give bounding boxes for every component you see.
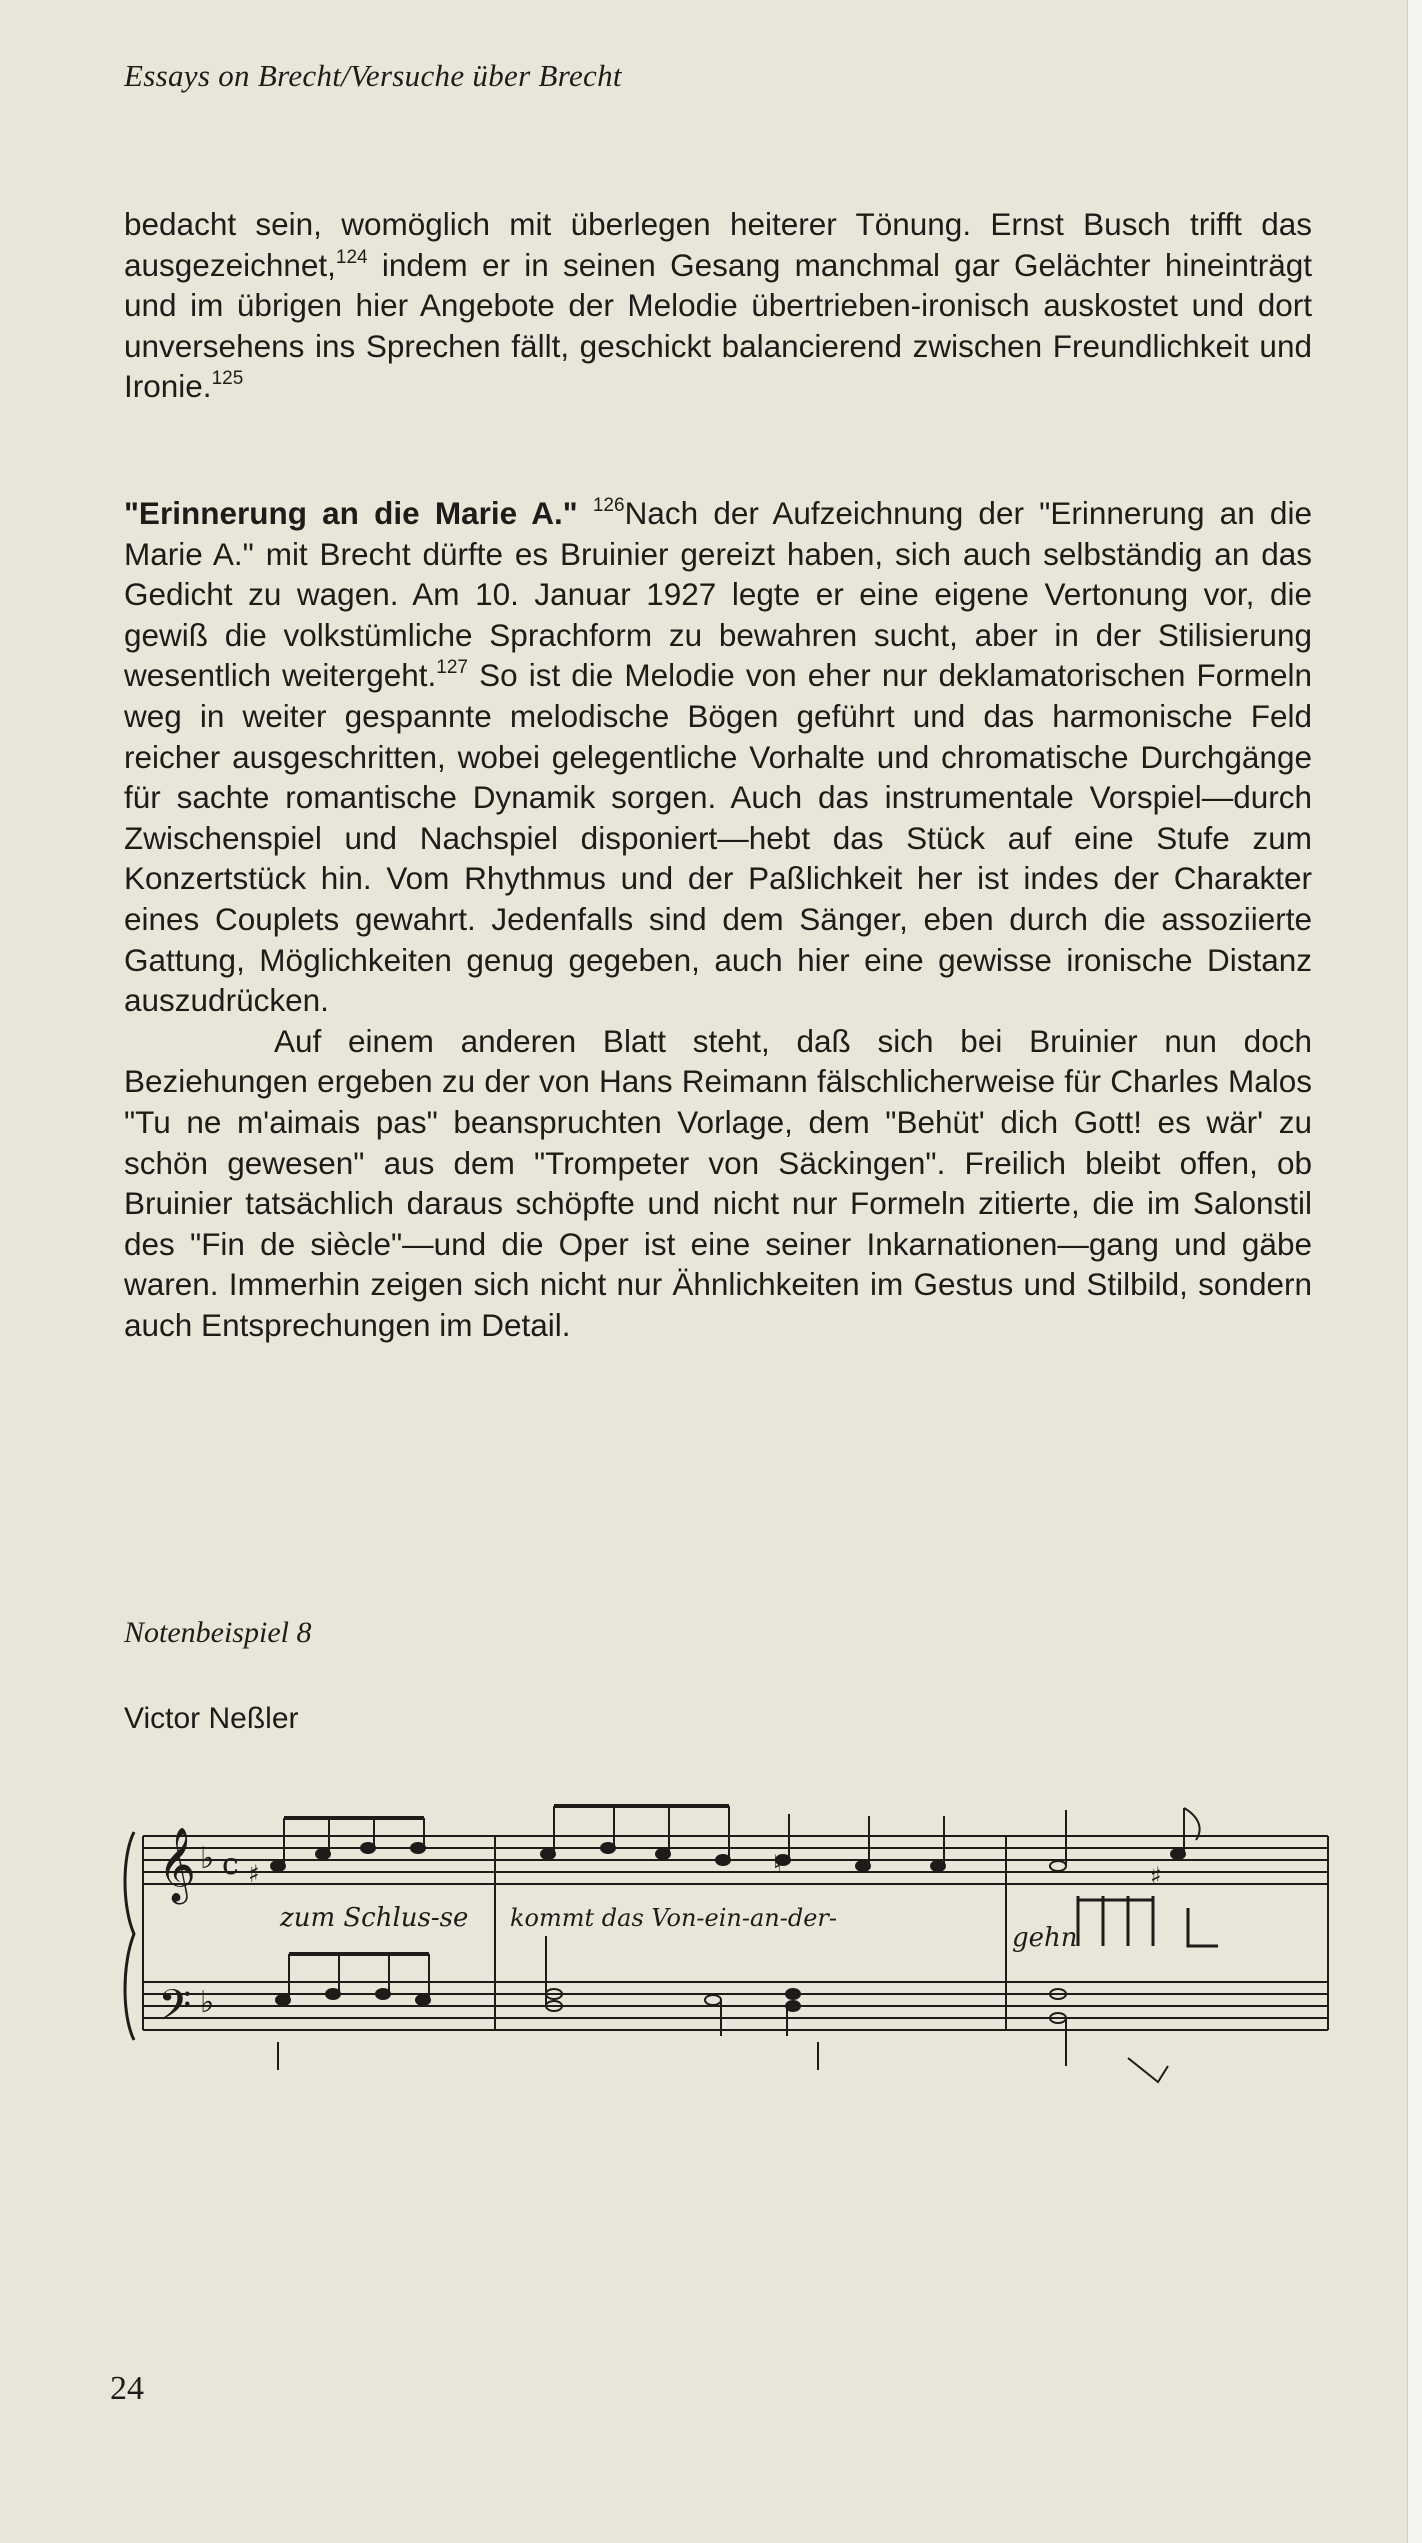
running-header: Essays on Brecht/Versuche über Brecht (124, 58, 622, 93)
svg-text:♯: ♯ (1150, 1862, 1162, 1890)
paragraph-2-text-b: So ist die Melodie von eher nur deklamatorischen Formeln weg in weiter gespannte melodische Bögen geführt und das harmonische Feld reicher ausgeschritten, wobei gelegentliche Vorhalte und chromatische Durchgänge für sachte romantische Dynamik sorgen. Auch das instrumentale Vorspiel—durch Zwischenspiel und Nachspiel disponiert—hebt das Stück auf eine Stufe zum Konzertstück hin. Vom Rhythmus und der Paßlichkeit her ist indes der Charakter eines Couplets gewahrt. Jedenfalls sind dem Sänger, eben durch die assoziierte Gattung, Möglichkeiten genug gegeben, auch hier eine gewisse ironische Distanz auszudrücken. (124, 657, 1312, 1019)
music-score (118, 1796, 1338, 2096)
bass-clef: 𝄢 (158, 1981, 192, 2041)
paragraph-1-text-b: indem er in seinen Gesang manchmal gar Gelächter hineinträgt und im übrigen hier Angebote der Melodie übertrieben-ironisch auskostet und dort unversehens ins Sprechen fällt, geschickt balancierend zwischen Freundlichkeit und Ironie. (124, 246, 1312, 405)
paragraph-2 (124, 493, 1312, 1345)
music-example-label: Notenbeispiel 8 (124, 1616, 312, 1649)
footnote-ref-126: 126 (592, 495, 625, 516)
lyrics (279, 1903, 1078, 1953)
footnote-ref-125: 125 (211, 368, 244, 390)
melody-notes (271, 1806, 1200, 1871)
accompaniment-notes (276, 1936, 1168, 2082)
lyric-3: gehn (1012, 1923, 1078, 1953)
svg-text:♭: ♭ (200, 1985, 215, 2020)
paragraph-2-text-a: Nach der Aufzeichnung der "Erinnerung an die Marie A." mit Brecht dürfte es Bruinier gereizt haben, sich auch selbständig an das Gedicht zu wagen. Am 10. Januar 1927 legte er eine eigene Vertonung vor, die gewiß die volkstümliche Sprachform zu bewahren sucht, aber in der Stilisierung wesentlich weitergeht. (124, 495, 1312, 694)
treble-clef: 𝄞 (158, 1828, 196, 1902)
system-brace (125, 1832, 134, 2040)
paragraph-1 (124, 204, 1312, 407)
footnote-ref-124: 124 (335, 246, 368, 268)
paragraph-3: Auf einem anderen Blatt steht, daß sich bei Bruinier nun doch Beziehungen ergeben zu der von Hans Reimann fälschlicherweise für Charles Malos "Tu ne m'aimais pas" beanspruchten Vorlage, dem "Behüt' dich Gott! es wär' zu schön gewesen" aus dem "Trompeter von Säckingen". Freilich bleibt offen, ob Bruinier tatsächlich daraus schöpfte und nicht nur Formeln zitierte, die im Salonstil des "Fin de siècle"—und die Oper ist eine seiner Inkarnationen—gang und gäbe waren. Immerhin zeigen sich nicht nur Ähnlichkeiten im Gestus und Stilbild, sondern auch Entsprechungen im Detail. (124, 1022, 1312, 1343)
time-signature: c (222, 1847, 239, 1882)
svg-text:♯: ♯ (248, 1860, 260, 1888)
page-number: 24 (110, 2370, 144, 2407)
composer-name: Victor Neßler (124, 1702, 299, 1735)
page-edge (1407, 0, 1422, 2543)
section-heading: "Erinnerung an die Marie A." (124, 495, 578, 531)
bass-staff (143, 1982, 1328, 2030)
svg-text:♭: ♭ (200, 1841, 215, 1876)
key-signatures (200, 1841, 214, 2020)
handwritten-chords (1078, 1896, 1218, 1946)
paragraph-1-text-a: bedacht sein, womöglich mit überlegen heiterer Tönung. Ernst Busch trifft das ausgezeichnet, (124, 206, 1312, 283)
lyric-2: kommt das Von-ein-an-der- (510, 1904, 838, 1932)
footnote-ref-127: 127 (436, 657, 468, 679)
svg-text:♮: ♮ (773, 1850, 782, 1878)
lyric-1: zum Schlus-se (280, 1903, 469, 1933)
